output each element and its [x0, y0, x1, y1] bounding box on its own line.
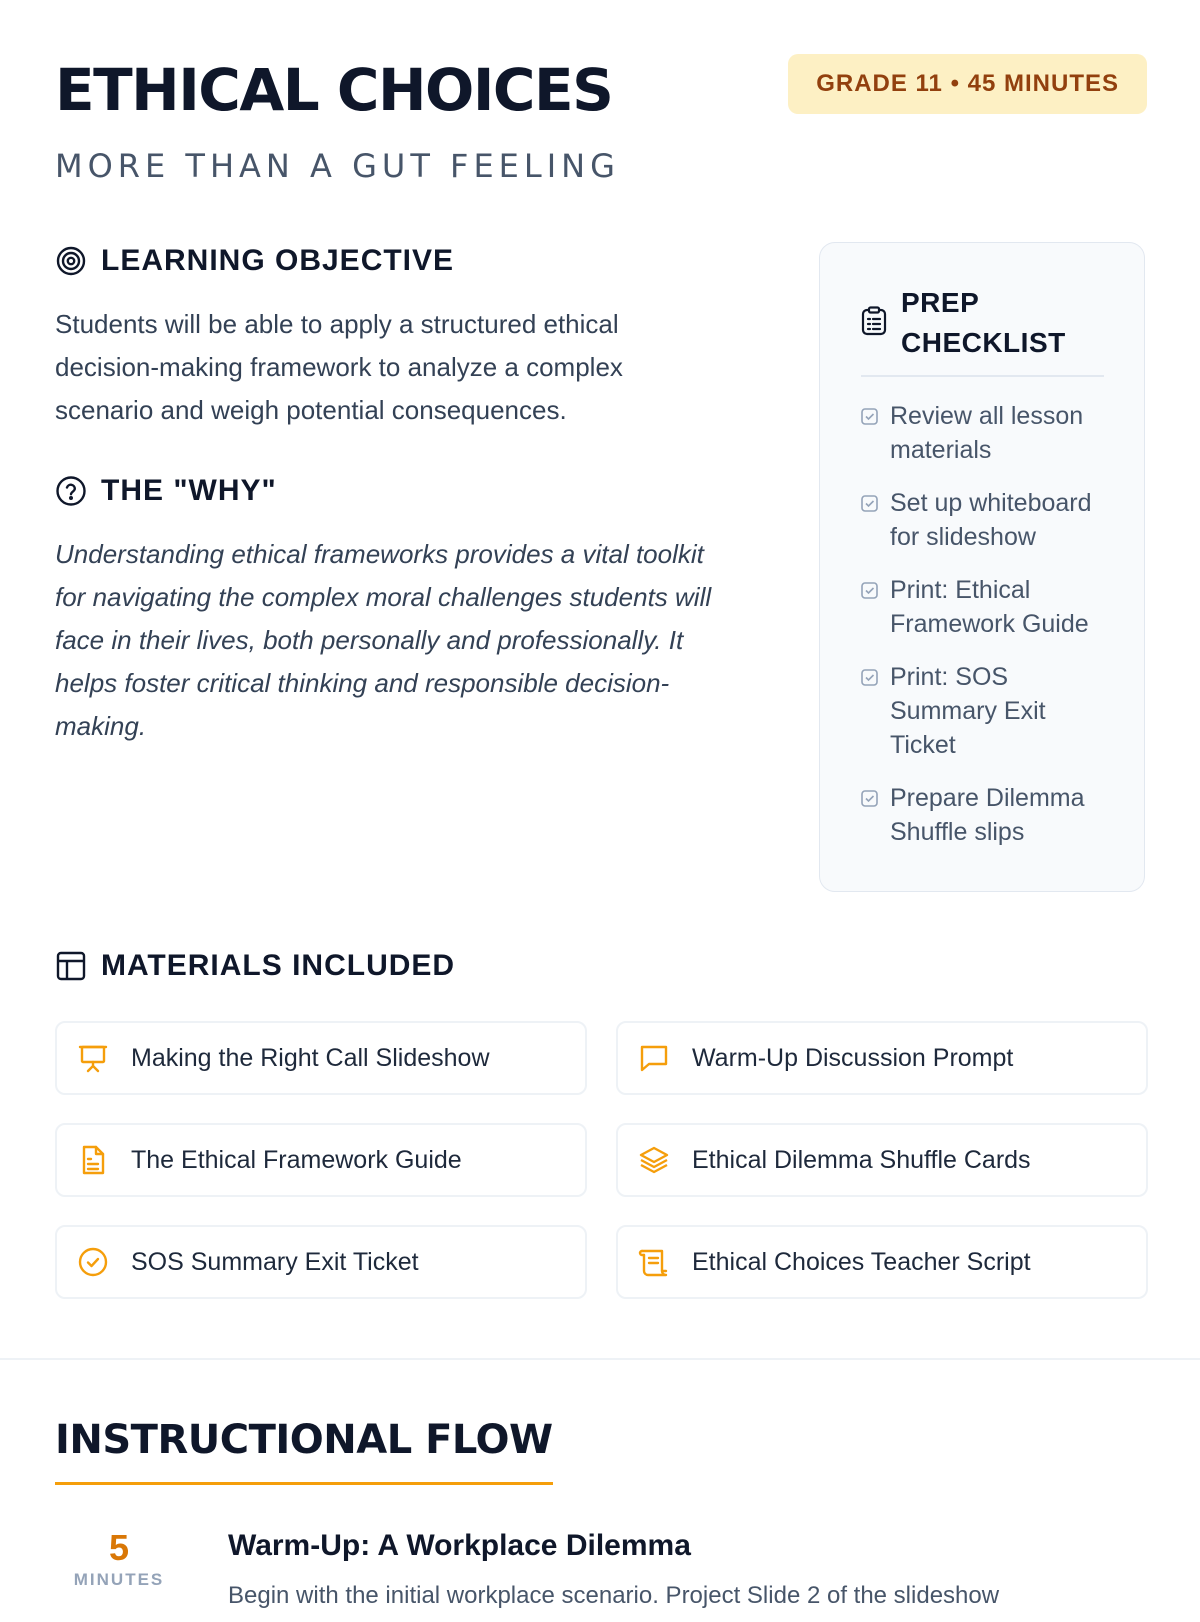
checklist-heading — [861, 283, 1104, 377]
checklist-title-line2: CHECKLIST — [901, 327, 1066, 358]
instructional-flow-heading: INSTRUCTIONAL FLOW — [55, 1412, 553, 1485]
target-icon — [55, 245, 87, 277]
materials-heading-label: MATERIALS INCLUDED — [101, 949, 456, 982]
checklist-item-label: Set up whiteboard for slideshow — [890, 489, 1092, 551]
checklist-item[interactable] — [861, 660, 1104, 762]
objective-heading — [55, 244, 454, 278]
material-card-warmup[interactable] — [616, 1021, 1148, 1095]
material-label: Ethical Dilemma Shuffle Cards — [692, 1145, 1031, 1174]
checklist-items — [861, 399, 1104, 849]
material-card-exit-ticket[interactable] — [55, 1225, 587, 1299]
grade-duration-badge: GRADE 11 • 45 MINUTES — [788, 54, 1147, 114]
checklist-item-label: Print: Ethical Framework Guide — [890, 576, 1089, 638]
step-title: Warm-Up: A Workplace Dilemma — [228, 1529, 691, 1562]
why-heading — [55, 474, 277, 508]
checklist-item[interactable] — [861, 399, 1104, 467]
material-label: Ethical Choices Teacher Script — [692, 1247, 1031, 1276]
objective-heading-label: LEARNING OBJECTIVE — [101, 244, 455, 277]
material-label: Warm-Up Discussion Prompt — [692, 1043, 1014, 1072]
why-heading-label: THE "WHY" — [101, 474, 277, 507]
checklist-item[interactable] — [861, 781, 1104, 849]
prep-checklist-card — [819, 242, 1145, 892]
why-text: Understanding ethical frameworks provides a vital toolkit for navigating the complex moral challenges students will face in their lives, both personally and professionally. It helps foster critical thinking and responsible decision-making. — [55, 539, 712, 741]
section-divider — [0, 1358, 1200, 1360]
materials-grid — [55, 1021, 1148, 1299]
layout-icon — [55, 950, 87, 982]
material-card-shuffle-cards[interactable] — [616, 1123, 1148, 1197]
flow-step — [55, 1522, 1148, 1622]
page-title: ETHICAL CHOICES — [55, 56, 613, 124]
checkbox-icon — [861, 408, 878, 425]
checklist-item-label: Prepare Dilemma Shuffle slips — [890, 784, 1085, 846]
checkbox-icon — [861, 790, 878, 807]
checkbox-icon — [861, 495, 878, 512]
checklist-item[interactable] — [861, 486, 1104, 554]
presentation-icon — [77, 1042, 109, 1074]
material-card-framework-guide[interactable] — [55, 1123, 587, 1197]
materials-heading — [55, 949, 455, 983]
checklist-title — [901, 283, 1066, 363]
material-card-slideshow[interactable] — [55, 1021, 587, 1095]
checklist-item-label: Print: SOS Summary Exit Ticket — [890, 663, 1046, 759]
material-label: The Ethical Framework Guide — [131, 1145, 462, 1174]
layers-icon — [638, 1144, 670, 1176]
message-icon — [638, 1042, 670, 1074]
objective-text: Students will be able to apply a structured ethical decision-making framework to analyze a complex scenario and weigh potential consequences. — [55, 309, 623, 425]
checklist-title-line1: PREP — [901, 287, 980, 318]
checkbox-icon — [861, 582, 878, 599]
material-label: SOS Summary Exit Ticket — [131, 1247, 419, 1276]
document-icon — [77, 1144, 109, 1176]
step-minutes: 5 — [108, 1527, 130, 1568]
step-minutes-unit: MINUTES — [73, 1570, 165, 1589]
clipboard-icon — [861, 306, 887, 341]
scroll-icon — [638, 1246, 670, 1278]
material-label: Making the Right Call Slideshow — [131, 1043, 490, 1072]
question-circle-icon — [55, 475, 87, 507]
check-circle-icon — [77, 1246, 109, 1278]
material-card-teacher-script[interactable] — [616, 1225, 1148, 1299]
checklist-item-label: Review all lesson materials — [890, 402, 1084, 464]
step-description: Begin with the initial workplace scenario. Project Slide 2 of the slideshow — [228, 1582, 1000, 1609]
page-subtitle: MORE THAN A GUT FEELING — [55, 147, 620, 185]
checklist-item[interactable] — [861, 573, 1104, 641]
checkbox-icon — [861, 669, 878, 686]
